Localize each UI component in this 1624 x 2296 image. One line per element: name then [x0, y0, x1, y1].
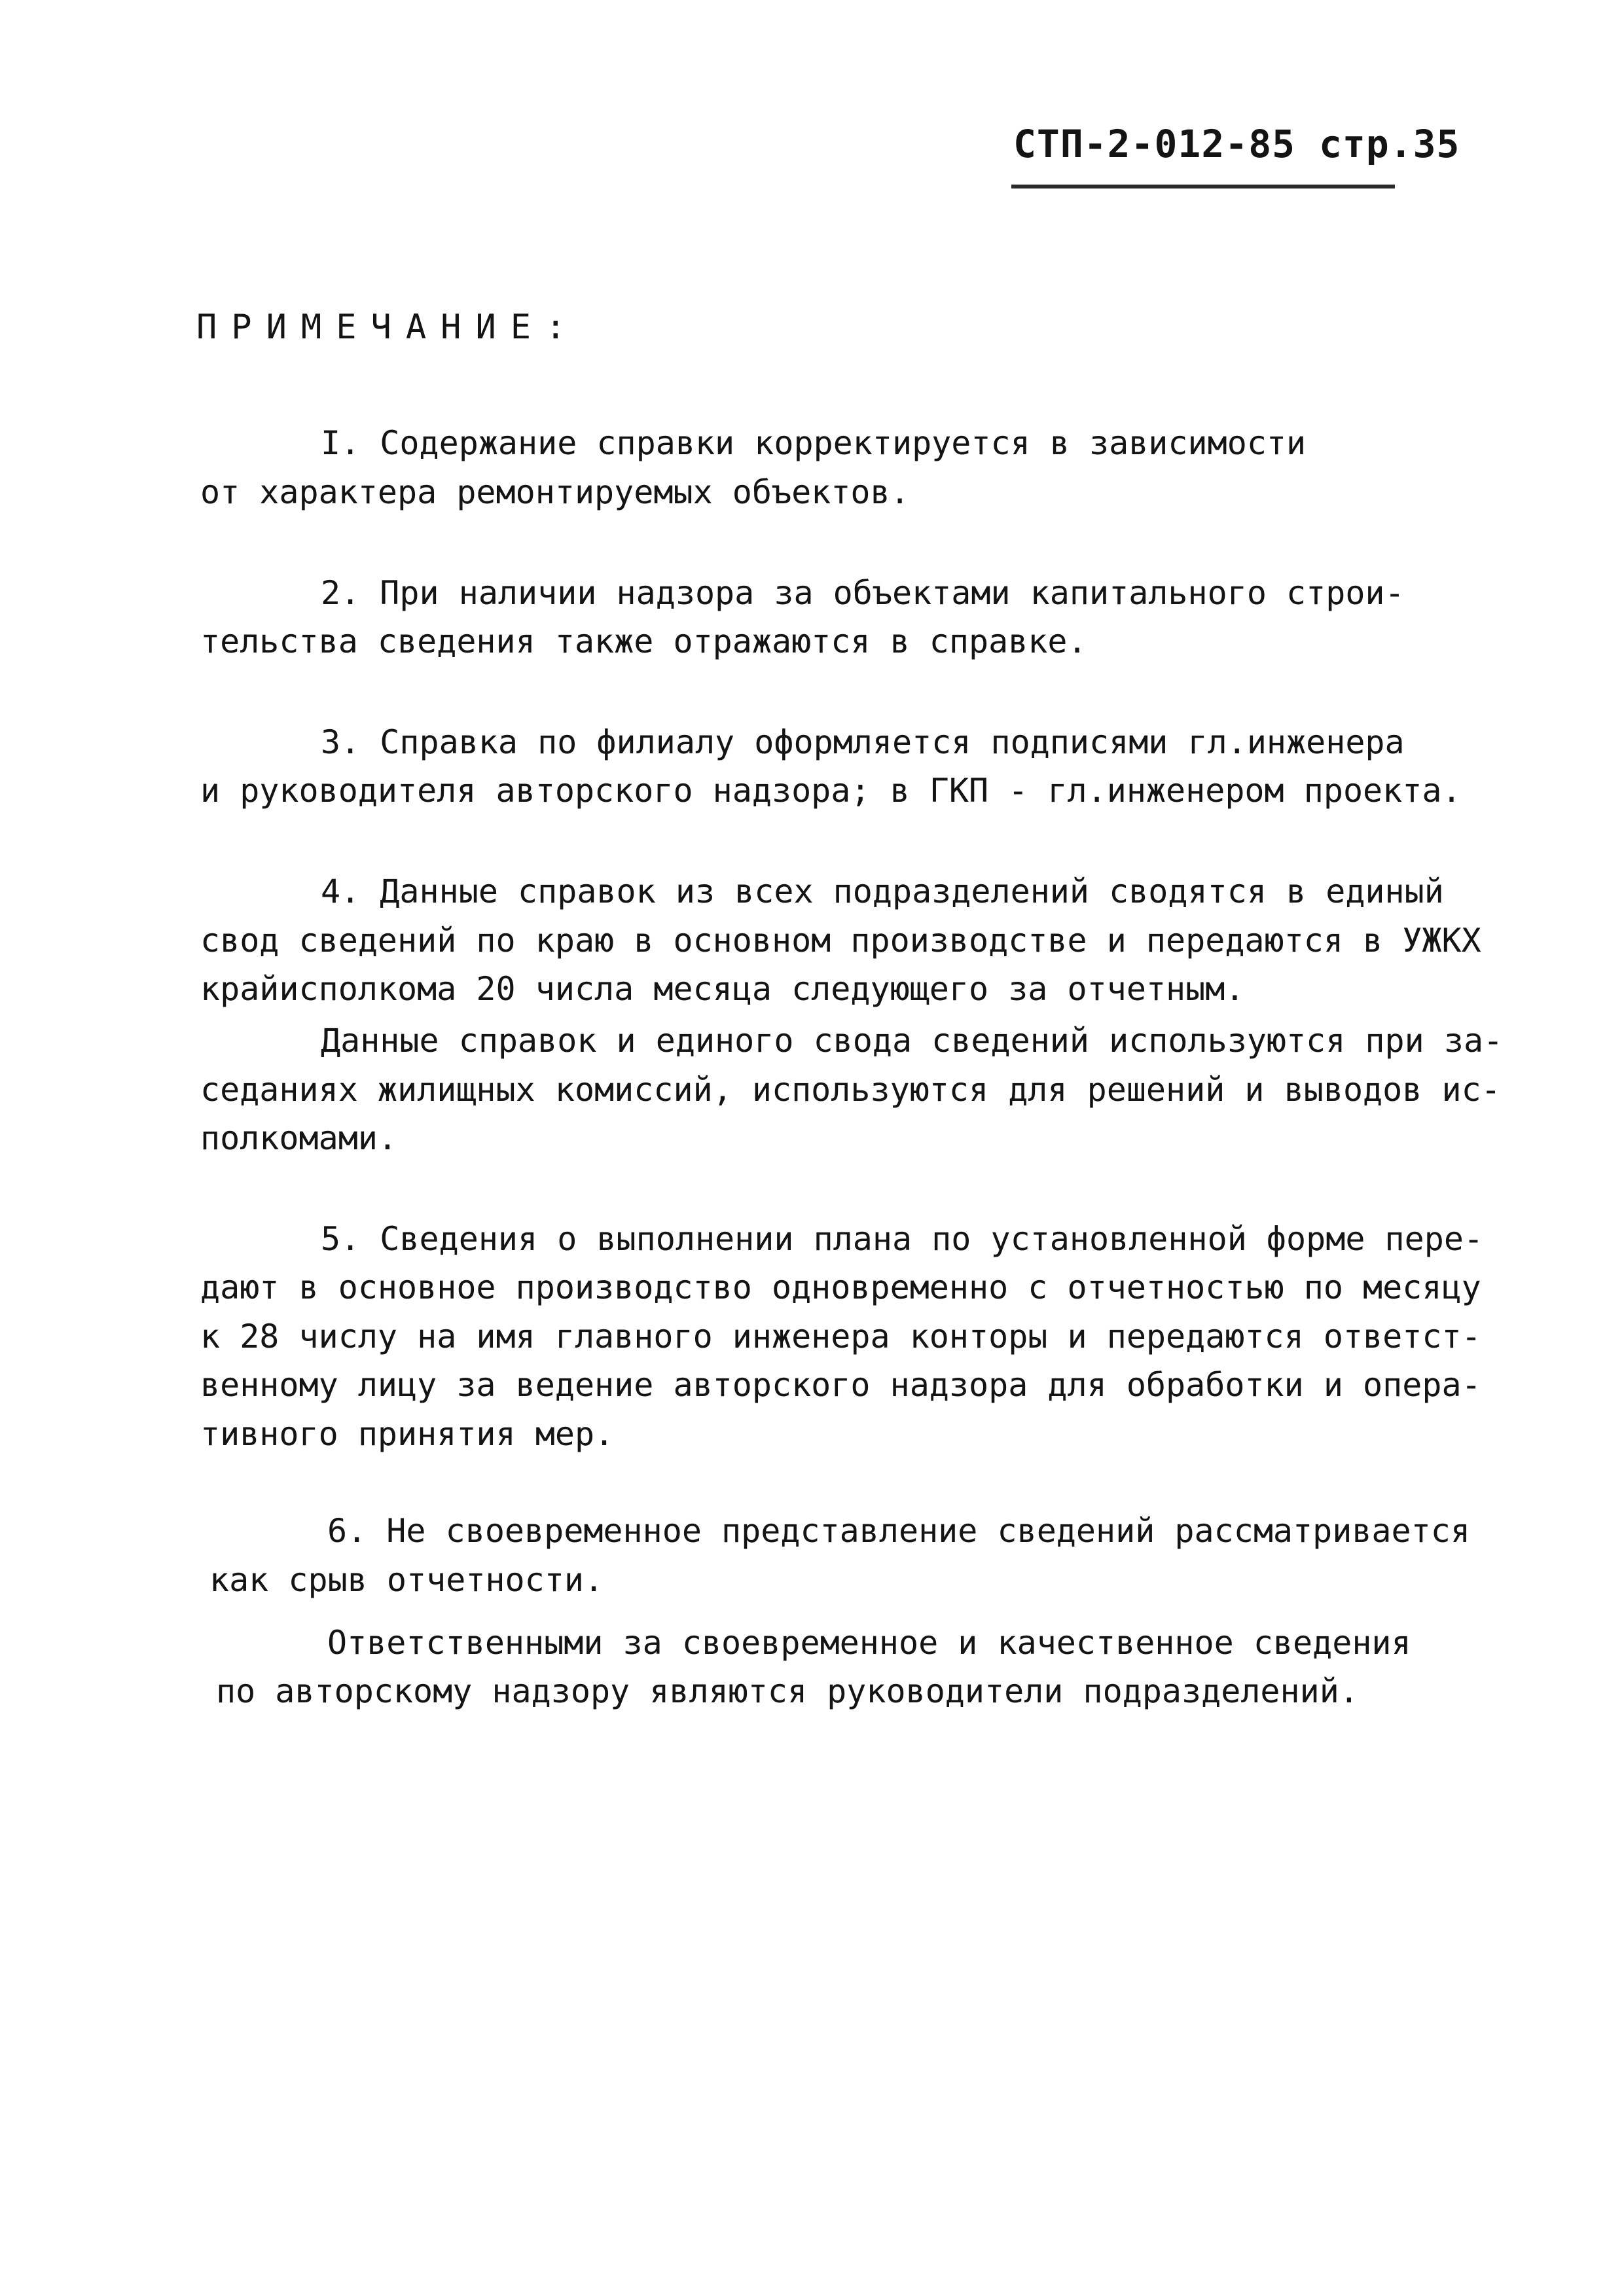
note-line: и руководителя авторского надзора; в ГКП - гл.инженером проекта.	[200, 772, 1462, 810]
note-line: свод сведений по краю в основном производстве и передаются в УЖКХ	[200, 922, 1481, 960]
note-line: тельства сведения также отражаются в справке.	[200, 622, 1087, 660]
note-line: к 28 числу на имя главного инженера конторы и передаются ответст-	[200, 1318, 1481, 1355]
note-line: венному лицу за ведение авторского надзора для обработки и опера-	[200, 1366, 1481, 1404]
note-line: 2. При наличии надзора за объектами капитального строи-	[321, 574, 1405, 612]
note-line: Данные справок и единого свода сведений используются при за-	[321, 1022, 1504, 1060]
note-line: Ответственными за своевременное и качественное сведения	[327, 1624, 1411, 1662]
note-title: ПРИМЕЧАНИЕ:	[196, 308, 581, 347]
note-line: 3. Справка по филиалу оформляется подписями гл.инженера	[321, 723, 1405, 761]
header-underline	[1011, 185, 1395, 188]
note-line: 5. Сведения о выполнении плана по установленной форме пере-	[321, 1220, 1484, 1258]
note-line: по авторскому надзору являются руководители подразделений.	[216, 1672, 1359, 1710]
document-reference: СТП-2-012-85 стр.35	[1013, 122, 1460, 166]
note-line: как срыв отчетности.	[209, 1561, 604, 1599]
note-line: I. Содержание справки корректируется в зависимости	[321, 424, 1307, 462]
note-line: крайисполкома 20 числа месяца следующего за отчетным.	[200, 970, 1245, 1008]
note-line: 4. Данные справок из всех подразделений сводятся в единый	[321, 872, 1444, 910]
note-line: седаниях жилищных комиссий, используются для решений и выводов ис-	[200, 1071, 1501, 1109]
note-line: полкомами.	[200, 1119, 398, 1157]
note-line: 6. Не своевременное представление сведений рассматривается	[327, 1512, 1470, 1550]
note-line: дают в основное производство одновременно с отчетностью по месяцу	[200, 1268, 1481, 1306]
note-line: от характера ремонтируемых объектов.	[200, 473, 910, 511]
note-line: тивного принятия мер.	[200, 1415, 615, 1453]
